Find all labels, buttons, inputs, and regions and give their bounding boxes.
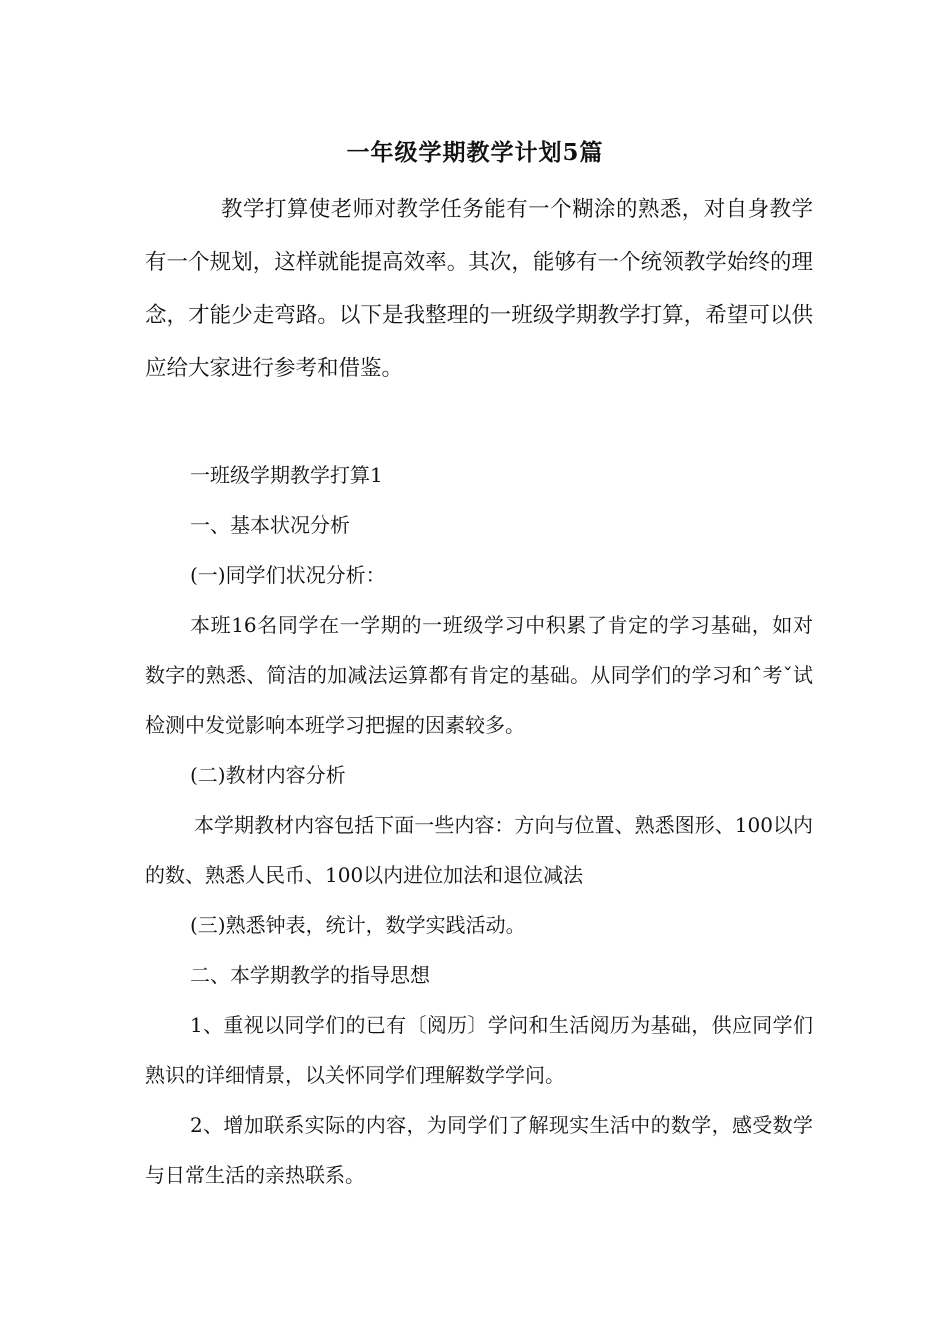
heading-basic-analysis: 一、基本状况分析 xyxy=(190,513,350,537)
subheading-textbook: (二)教材内容分析 xyxy=(190,763,346,787)
paragraph-students: 本班16名同学在一学期的一班级学习中积累了肯定的学习基础，如对数字的熟悉、简洁的加减法运算都有肯定的基础。从同学们的学习和ˆ考ˇ试检测中发觉影响本班学习把握的因素较多。 xyxy=(145,613,813,737)
paragraph-point-2: 2、增加联系实际的内容，为同学们了解现实生活中的数学，感受数学与日常生活的亲热联系。 xyxy=(145,1113,813,1187)
section-heading: 一班级学期教学打算1 xyxy=(190,463,383,487)
subheading-clock: (三)熟悉钟表，统计，数学实践活动。 xyxy=(190,913,526,937)
document-title: 一年级学期教学计划5篇 xyxy=(346,139,604,166)
heading-guiding-ideas: 二、本学期教学的指导思想 xyxy=(190,963,430,987)
paragraph-point-1: 1、重视以同学们的已有〔阅历〕学问和生活阅历为基础，供应同学们熟识的详细情景，以关怀同学们理解数学学问。 xyxy=(145,1013,813,1087)
subheading-students: (一)同学们状况分析： xyxy=(190,563,386,587)
document-body xyxy=(145,450,813,1200)
intro-paragraph: 教学打算使老师对教学任务能有一个糊涂的熟悉，对自身教学有一个规划，这样就能提高效率。其次，能够有一个统领教学始终的理念，才能少走弯路。以下是我整理的一班级学期教学打算，希望可以供应给大家进行参考和借鉴。 xyxy=(145,197,813,381)
paragraph-textbook: 本学期教材内容包括下面一些内容：方向与位置、熟悉图形、100以内的数、熟悉人民币、100以内进位加法和退位减法 xyxy=(145,813,813,887)
